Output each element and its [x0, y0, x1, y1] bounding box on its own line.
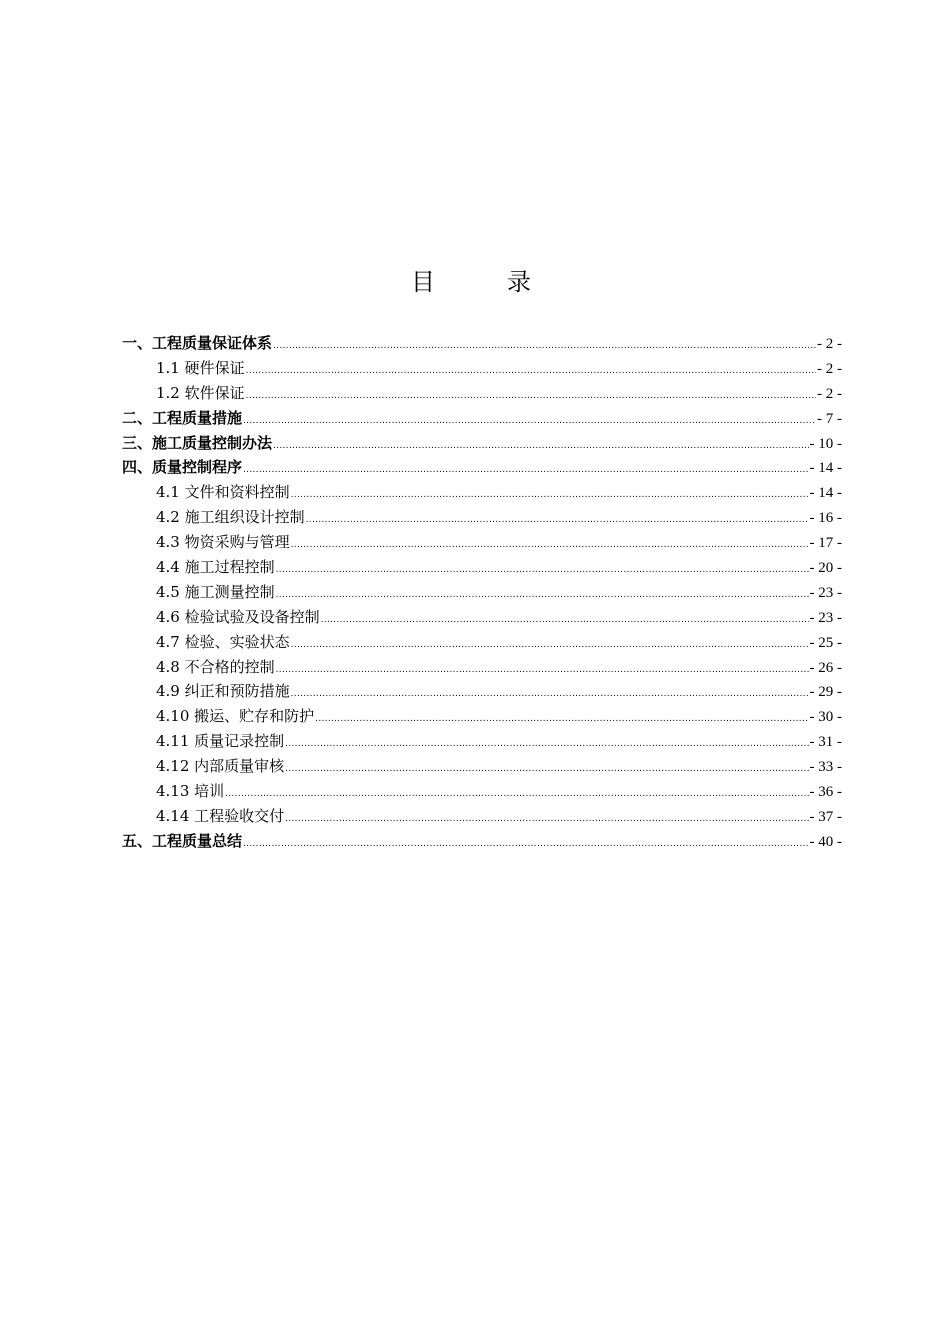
toc-entry-section[interactable]	[122, 804, 842, 829]
toc-entry-label: 4.13 培训	[156, 782, 225, 801]
toc-dot-leader	[243, 832, 808, 857]
toc-dot-leader	[291, 633, 809, 658]
toc-entry-label: 1.1 硬件保证	[156, 358, 245, 377]
toc-entry-label: 4.5 施工测量控制	[156, 582, 275, 601]
toc-entry-label: 4.2 施工组织设计控制	[156, 508, 305, 527]
toc-entry-page-number: - 2 -	[817, 336, 842, 352]
toc-dot-leader	[276, 558, 809, 583]
toc-entry-label: 四、质量控制程序	[122, 458, 243, 477]
toc-entry-page-number: - 40 -	[809, 833, 842, 850]
toc-entry-page-number: - 20 -	[809, 560, 842, 577]
toc-entry-label: 一、工程质量保证体系	[122, 334, 273, 352]
toc-dot-leader	[243, 409, 816, 434]
toc-entry-page-number: - 14 -	[809, 460, 842, 477]
table-of-contents	[122, 331, 842, 854]
toc-dot-leader	[291, 682, 809, 707]
toc-entry-page-number: - 23 -	[809, 609, 842, 626]
toc-entry-label: 三、施工质量控制办法	[122, 433, 273, 452]
toc-dot-leader	[285, 807, 808, 832]
toc-entry-section[interactable]	[122, 779, 842, 804]
toc-dot-leader	[291, 483, 809, 508]
toc-dot-leader	[321, 608, 809, 633]
toc-entry-page-number: - 2 -	[817, 360, 842, 377]
toc-dot-leader	[246, 384, 816, 409]
toc-entry-section[interactable]	[122, 729, 842, 754]
toc-entry-label: 4.9 纠正和预防措施	[156, 682, 290, 701]
toc-entry-section[interactable]	[122, 381, 842, 406]
toc-entry-chapter[interactable]	[122, 331, 842, 356]
toc-entry-label: 4.6 检验试验及设备控制	[156, 607, 320, 626]
toc-title: 目 录	[411, 268, 555, 296]
toc-entry-label: 五、工程质量总结	[122, 831, 243, 850]
toc-entry-section[interactable]	[122, 630, 842, 655]
toc-entry-section[interactable]	[122, 505, 842, 530]
toc-entry-page-number: - 30 -	[809, 709, 842, 726]
toc-entry-section[interactable]	[122, 704, 842, 729]
toc-entry-page-number: - 2 -	[817, 385, 842, 402]
toc-entry-page-number: - 33 -	[809, 759, 842, 776]
toc-entry-page-number: - 17 -	[809, 535, 842, 552]
toc-entry-chapter[interactable]	[122, 829, 842, 854]
toc-entry-page-number: - 37 -	[809, 808, 842, 825]
toc-entry-page-number: - 29 -	[809, 684, 842, 701]
toc-entry-section[interactable]	[122, 356, 842, 381]
toc-entry-label: 4.8 不合格的控制	[156, 657, 275, 676]
toc-dot-leader	[273, 434, 808, 459]
toc-entry-chapter[interactable]	[122, 455, 842, 480]
toc-entry-label: 4.11 质量记录控制	[156, 732, 285, 751]
toc-dot-leader	[243, 458, 808, 483]
toc-entry-section[interactable]	[122, 555, 842, 580]
toc-entry-label: 4.14 工程验收交付	[156, 806, 285, 825]
toc-entry-label: 4.1 文件和资料控制	[156, 483, 290, 502]
toc-dot-leader	[225, 782, 808, 807]
toc-entry-label: 二、工程质量措施	[122, 408, 243, 427]
toc-dot-leader	[273, 334, 816, 359]
toc-entry-label: 4.7 检验、实验状态	[156, 632, 290, 651]
toc-entry-label: 4.12 内部质量审核	[156, 757, 285, 776]
toc-entry-page-number: - 14 -	[809, 485, 842, 502]
toc-entry-label: 1.2 软件保证	[156, 383, 245, 402]
toc-entry-label: 4.10 搬运、贮存和防护	[156, 707, 315, 726]
toc-entry-section[interactable]	[122, 605, 842, 630]
toc-entry-section[interactable]	[122, 580, 842, 605]
toc-entry-chapter[interactable]	[122, 406, 842, 431]
toc-entry-label: 4.4 施工过程控制	[156, 558, 275, 577]
toc-entry-page-number: - 25 -	[809, 634, 842, 651]
toc-entry-page-number: - 16 -	[809, 510, 842, 527]
toc-entry-section[interactable]	[122, 754, 842, 779]
toc-dot-leader	[315, 707, 808, 732]
toc-entry-section[interactable]	[122, 530, 842, 555]
toc-entry-page-number: - 10 -	[809, 435, 842, 452]
toc-entry-page-number: - 7 -	[817, 410, 842, 427]
toc-dot-leader	[291, 533, 809, 558]
toc-entry-page-number: - 31 -	[809, 734, 842, 751]
toc-entry-page-number: - 26 -	[809, 659, 842, 676]
toc-dot-leader	[276, 583, 809, 608]
toc-entry-section[interactable]	[122, 679, 842, 704]
toc-dot-leader	[246, 359, 816, 384]
toc-entry-page-number: - 36 -	[809, 784, 842, 801]
toc-dot-leader	[276, 658, 809, 683]
toc-entry-chapter[interactable]	[122, 431, 842, 456]
toc-entry-section[interactable]	[122, 480, 842, 505]
toc-dot-leader	[306, 508, 809, 533]
toc-dot-leader	[285, 757, 808, 782]
toc-entry-section[interactable]	[122, 655, 842, 680]
toc-entry-page-number: - 23 -	[809, 584, 842, 601]
toc-entry-label: 4.3 物资采购与管理	[156, 533, 290, 552]
toc-dot-leader	[285, 732, 808, 757]
